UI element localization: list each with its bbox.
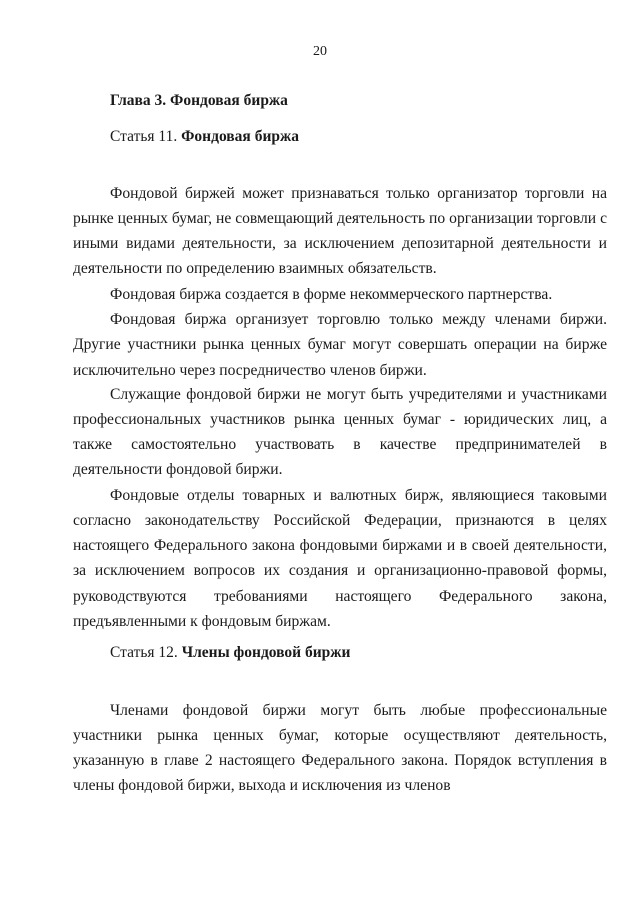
article-11-paragraph: Служащие фондовой биржи не могут быть учредителями и участниками профессиональных участников рынка ценных бумаг - юридических лиц, а также самостоятельно участвовать в качестве предпринимателей в деятельности фондовой биржи. <box>73 385 607 479</box>
article-11-paragraph: Фондовая биржа организует торговлю только между членами биржи. Другие участники рынка ценных бумаг могут совершать операции на бирже исключительно через посредничество членов биржи. <box>73 311 607 379</box>
article-11-prefix: Статья 11. <box>110 128 178 145</box>
article-12-prefix: Статья 12. <box>110 644 178 661</box>
article-11-title: Фондовая биржа <box>181 128 299 145</box>
article-12-title: Члены фондовой биржи <box>181 644 351 661</box>
chapter-title: Глава 3. Фондовая биржа <box>110 92 288 109</box>
article-11-paragraph: Фондовой биржей может признаваться только организатор торговли на рынке ценных бумаг, не совмещающий деятельность по организации торговли с иными видами деятельности, за исключением депозитарной деятельности и деятельности по определению взаимных обязательств. <box>73 184 607 278</box>
article-11-paragraph: Фондовые отделы товарных и валютных бирж, являющиеся таковыми согласно законодательству Российской Федерации, признаются в целях настоящего Федерального закона фондовыми биржами и в своей деятельности, за исключением вопросов их создания и организационно-правовой формы, руководствуются требованиями настоящего Федерального закона, предъявленными к фондовым биржам. <box>73 486 607 631</box>
article-12-paragraph: Членами фондовой биржи могут быть любые профессиональные участники рынка ценных бумаг, которые осуществляют деятельность, указанную в главе 2 настоящего Федерального закона. Порядок вступления в члены фондовой биржи, выхода и исключения из членов <box>73 701 607 795</box>
article-12-heading <box>110 644 350 662</box>
article-11-paragraph: Фондовая биржа создается в форме некоммерческого партнерства. <box>110 285 553 303</box>
page-number: 20 <box>313 44 327 59</box>
article-11-heading <box>110 128 299 146</box>
